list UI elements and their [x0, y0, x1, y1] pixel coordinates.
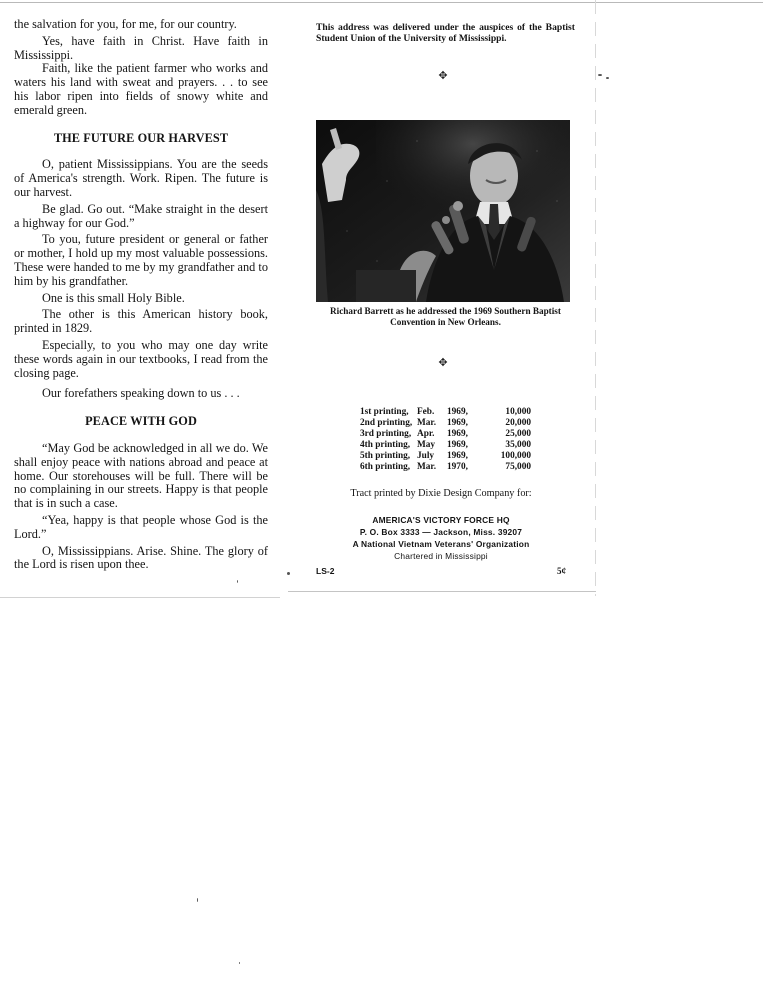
printing-month: July [417, 451, 435, 461]
scan-speck [287, 572, 290, 575]
printer-credit: Tract printed by Dixie Design Company for: [350, 488, 532, 499]
printing-year: 1970, [447, 462, 468, 472]
printing-year: 1969, [447, 440, 468, 450]
organization-tagline: A National Vietnam Veterans' Organization [352, 539, 530, 549]
section-heading: PEACE WITH GOD [85, 414, 197, 429]
printing-year: 1969, [447, 418, 468, 428]
left-column [14, 18, 268, 572]
page-right-edge [595, 0, 596, 596]
printing-month: Mar. [417, 418, 437, 428]
paragraph: “May God be acknowledged in all we do. We shall enjoy peace with nations abroad and peace at home. Our storehouses will be full. There will be no complaining in our streets. Happy is that people that is in such a case. [14, 440, 268, 511]
printing-copies: 20,000 [505, 418, 531, 428]
paragraph: Yes, have faith in Christ. Have faith in Mississippi. [14, 33, 268, 62]
paragraph: Faith, like the patient farmer who works and waters his land with sweat and prayers. . . to see his labor ripen into fields of snowy white and emerald green. [14, 61, 268, 117]
table-row [360, 407, 531, 418]
printing-copies: 10,000 [505, 407, 531, 417]
ornament-icon: ✥ [438, 357, 448, 369]
printing-copies: 75,000 [505, 462, 531, 472]
tract-price: 5¢ [557, 566, 566, 576]
paragraph: O, patient Mississippians. You are the seeds of America's strength. Work. Ripen. The future is our harvest. [14, 157, 268, 199]
tract-code: LS-2 [316, 566, 335, 576]
paragraph: Our forefathers speaking down to us . . . [42, 386, 240, 401]
printing-month: Mar. [417, 462, 437, 472]
right-column [316, 22, 575, 592]
printing-year: 1969, [447, 407, 468, 417]
printing-edition: 5th printing, [360, 451, 411, 461]
paragraph: To you, future president or general or father or mother, I hold up my most valuable possessions. These were handed to me by my grandfather and to him by his grandfather. [14, 232, 268, 288]
printing-copies: 35,000 [505, 440, 531, 450]
section-heading: THE FUTURE OUR HARVEST [53, 130, 229, 145]
table-row [360, 451, 531, 462]
paragraph: The other is this American history book, printed in 1829. [14, 307, 268, 336]
printing-edition: 1st printing, [360, 407, 409, 417]
organization-block [316, 514, 566, 562]
scan-speck [239, 962, 240, 964]
scan-top-rule [0, 2, 763, 3]
printing-edition: 6th printing, [360, 462, 411, 472]
table-row [360, 462, 531, 473]
scan-speck [606, 77, 609, 79]
scan-speck [598, 74, 602, 76]
printing-copies: 100,000 [500, 451, 531, 461]
table-row [360, 440, 531, 451]
organization-charter: Chartered in Mississippi [394, 551, 488, 561]
printing-month: Apr. [417, 429, 435, 439]
scan-speck [197, 898, 198, 902]
scan-bottom-rule [0, 597, 280, 598]
printing-edition: 3rd printing, [360, 429, 412, 439]
paragraph: Especially, to you who may one day write these words again in our textbooks, I read from the closing page. [14, 337, 268, 380]
printing-year: 1969, [447, 451, 468, 461]
paragraph: One is this small Holy Bible. [42, 290, 185, 305]
printing-history-table [360, 407, 531, 473]
table-row [360, 418, 531, 429]
printing-copies: 25,000 [505, 429, 531, 439]
auspices-note: This address was delivered under the auspices of the Baptist Student Union of the University of Mississippi. [316, 22, 575, 44]
photo-caption: Richard Barrett as he addressed the 1969 Southern Baptist Convention in New Orleans. [330, 306, 561, 327]
scan-speck [237, 580, 238, 583]
printing-month: May [417, 440, 436, 450]
printing-month: Feb. [417, 407, 435, 417]
printing-year: 1969, [447, 429, 468, 439]
printing-edition: 4th printing, [360, 440, 411, 450]
speaker-photo [316, 120, 570, 302]
organization-address: P. O. Box 3333 — Jackson, Miss. 39207 [359, 527, 523, 537]
paragraph: O, Mississippians. Arise. Shine. The glory of the Lord is risen upon thee. [14, 543, 268, 572]
paragraph: “Yea, happy is that people whose God is the Lord.” [14, 512, 268, 541]
table-row [360, 429, 531, 440]
paragraph: the salvation for you, for me, for our country. [14, 17, 237, 31]
ornament-icon: ✥ [438, 70, 448, 82]
printing-edition: 2nd printing, [360, 418, 413, 428]
organization-name: AMERICA'S VICTORY FORCE HQ [372, 515, 510, 525]
paragraph: Be glad. Go out. “Make straight in the desert a highway for our God.” [14, 201, 268, 230]
